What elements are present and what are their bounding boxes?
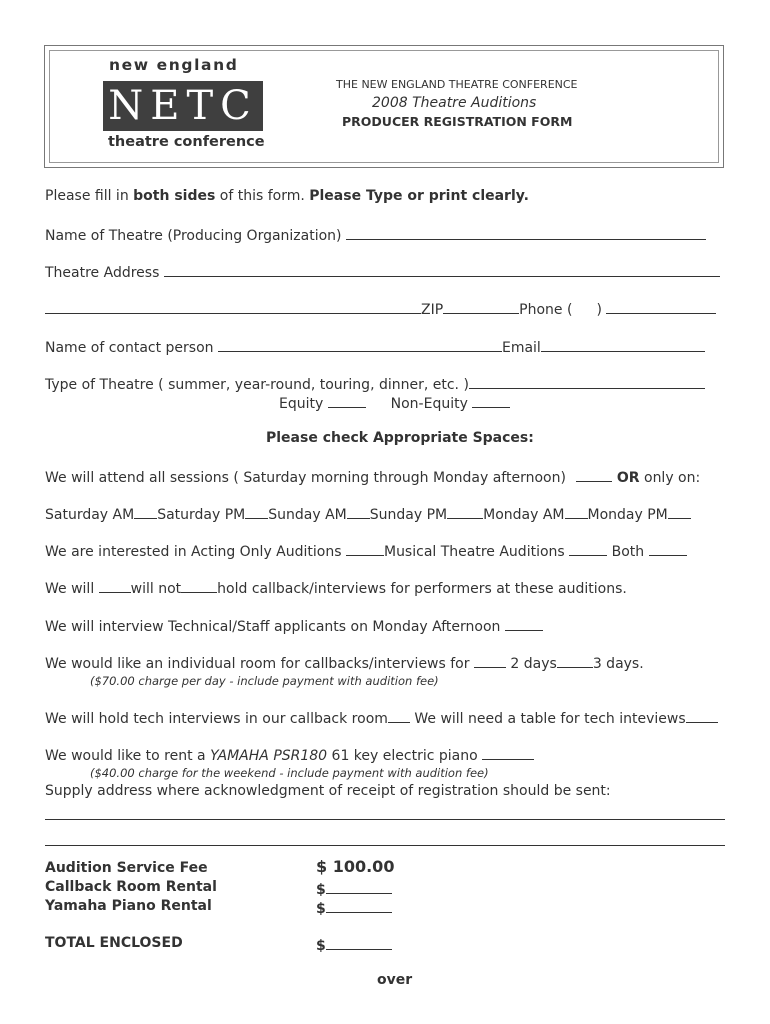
two-days-label: 2 days — [505, 656, 557, 672]
room-row — [45, 653, 644, 672]
day-saturday-am: Saturday AM — [45, 507, 135, 523]
email-field[interactable] — [541, 337, 705, 352]
non-equity-field[interactable] — [472, 393, 510, 408]
piano-rental-field[interactable] — [326, 898, 392, 913]
piano-post: 61 key electric piano — [327, 748, 478, 764]
zip-label: ZIP — [421, 302, 444, 318]
musical-label: Musical Theatre Auditions — [383, 544, 565, 560]
day-monday-am-field[interactable] — [565, 504, 588, 519]
day-saturday-pm: Saturday PM — [157, 507, 246, 523]
phone-field[interactable] — [606, 299, 716, 314]
tech-interview-label: We will interview Technical/Staff applicants on Monday Afternoon — [45, 619, 501, 635]
piano-note: ($40.00 charge for the weekend - include payment with audition fee) — [90, 766, 489, 780]
total-value — [316, 935, 392, 954]
callback-rest: hold callback/interviews for performers at these auditions. — [217, 581, 627, 597]
will-not-field[interactable] — [181, 578, 217, 593]
attend-all-label: We will attend all sessions ( Saturday morning through Monday afternoon) — [45, 470, 566, 486]
day-sunday-am-field[interactable] — [347, 504, 370, 519]
will-field[interactable] — [99, 578, 131, 593]
theatre-type-field[interactable] — [469, 374, 705, 389]
both-label: Both — [611, 544, 645, 560]
email-label: Email — [501, 340, 541, 356]
theatre-type-label: Type of Theatre ( summer, year-round, touring, dinner, etc. ) — [45, 377, 469, 393]
intro-type-print: Please Type or print clearly. — [309, 188, 529, 204]
room-label: We would like an individual room for callbacks/interviews for — [45, 656, 470, 672]
acting-only-label: We are interested in Acting Only Auditions — [45, 544, 342, 560]
zip-field[interactable] — [443, 299, 519, 314]
conference-name: THE NEW ENGLAND THEATRE CONFERENCE — [336, 78, 578, 91]
callback-row — [45, 578, 627, 597]
theatre-address-label: Theatre Address — [45, 265, 160, 281]
logo-bottom-text: theatre conference — [108, 134, 265, 150]
two-days-field[interactable] — [557, 653, 593, 668]
theatre-address-field[interactable] — [164, 262, 720, 277]
day-monday-pm: Monday PM — [587, 507, 668, 523]
day-sunday-pm: Sunday PM — [369, 507, 448, 523]
intro-both-sides: both sides — [133, 188, 216, 204]
phone-area-field[interactable] — [572, 300, 596, 314]
room-note: ($70.00 charge per day - include payment with audition fee) — [90, 674, 439, 688]
tech-interview-row — [45, 616, 543, 635]
attend-all-field[interactable] — [576, 467, 612, 482]
we-will-label: We will — [45, 581, 95, 597]
equity-field[interactable] — [328, 393, 366, 408]
phone-label: Phone ( — [519, 302, 573, 318]
room-field[interactable] — [474, 653, 506, 668]
tech-interview-field[interactable] — [505, 616, 543, 631]
day-monday-pm-field[interactable] — [668, 504, 691, 519]
days-row — [45, 504, 691, 523]
supply-address-label: Supply address where acknowledgment of receipt of registration should be sent: — [45, 783, 611, 799]
audition-fee-value: $ 100.00 — [316, 857, 395, 876]
audition-year: 2008 Theatre Auditions — [372, 95, 537, 111]
non-equity-label: Non-Equity — [390, 396, 468, 412]
address-zip-phone-row — [45, 299, 716, 318]
contact-field[interactable] — [218, 337, 502, 352]
will-not-label: will not — [130, 581, 182, 597]
callback-room-field[interactable] — [326, 879, 392, 894]
day-sunday-am: Sunday AM — [268, 507, 347, 523]
address-line2-field[interactable] — [45, 299, 421, 314]
total-field[interactable] — [326, 935, 392, 950]
audition-fee-label: Audition Service Fee — [45, 860, 208, 876]
piano-pre: We would like to rent a — [45, 748, 211, 764]
form-title: PRODUCER REGISTRATION FORM — [342, 114, 573, 129]
theatre-name-row — [45, 225, 706, 244]
over-label: over — [377, 972, 413, 988]
theatre-name-label: Name of Theatre (Producing Organization) — [45, 228, 342, 244]
or-label: OR — [616, 470, 640, 486]
equity-label: Equity — [279, 396, 324, 412]
tech-table-field[interactable] — [686, 708, 718, 723]
callback-dollar: $ — [316, 882, 326, 898]
theatre-name-field[interactable] — [346, 225, 706, 240]
callback-room-value — [316, 879, 392, 898]
netc-logo: NETC — [103, 81, 263, 131]
day-saturday-am-field[interactable] — [134, 504, 157, 519]
piano-row — [45, 745, 534, 764]
intro-mid: of this form. — [215, 188, 310, 204]
tech-room-row — [45, 708, 718, 727]
contact-row — [45, 337, 705, 356]
three-days-label: 3 days. — [592, 656, 644, 672]
tech-room-label: We will hold tech interviews in our callback room — [45, 711, 388, 727]
only-on-label: only on: — [639, 470, 701, 486]
check-heading: Please check Appropriate Spaces: — [266, 430, 534, 446]
piano-rental-value — [316, 898, 392, 917]
day-monday-am: Monday AM — [483, 507, 565, 523]
attend-all-row — [45, 467, 700, 486]
intro-pre: Please fill in — [45, 188, 134, 204]
supply-address-line2[interactable] — [45, 845, 725, 846]
interest-row — [45, 541, 687, 560]
musical-field[interactable] — [569, 541, 607, 556]
supply-address-line1[interactable] — [45, 819, 725, 820]
piano-dollar: $ — [316, 901, 326, 917]
both-field[interactable] — [649, 541, 687, 556]
callback-room-label: Callback Room Rental — [45, 879, 217, 895]
theatre-type-row — [45, 374, 705, 393]
phone-close: ) — [596, 302, 602, 318]
tech-room-field[interactable] — [388, 708, 410, 723]
intro-line — [45, 188, 529, 204]
piano-model: YAMAHA PSR180 — [210, 748, 328, 764]
piano-rental-label: Yamaha Piano Rental — [45, 898, 212, 914]
tech-table-label: We will need a table for tech inteviews — [409, 711, 686, 727]
contact-label: Name of contact person — [45, 340, 214, 356]
piano-field[interactable] — [482, 745, 534, 760]
logo-top-text: new england — [109, 56, 239, 74]
total-dollar: $ — [316, 938, 326, 954]
theatre-address-row — [45, 262, 720, 281]
equity-row — [279, 393, 510, 412]
day-saturday-pm-field[interactable] — [245, 504, 268, 519]
day-sunday-pm-field[interactable] — [447, 504, 483, 519]
acting-only-field[interactable] — [346, 541, 384, 556]
total-label: TOTAL ENCLOSED — [45, 935, 183, 951]
